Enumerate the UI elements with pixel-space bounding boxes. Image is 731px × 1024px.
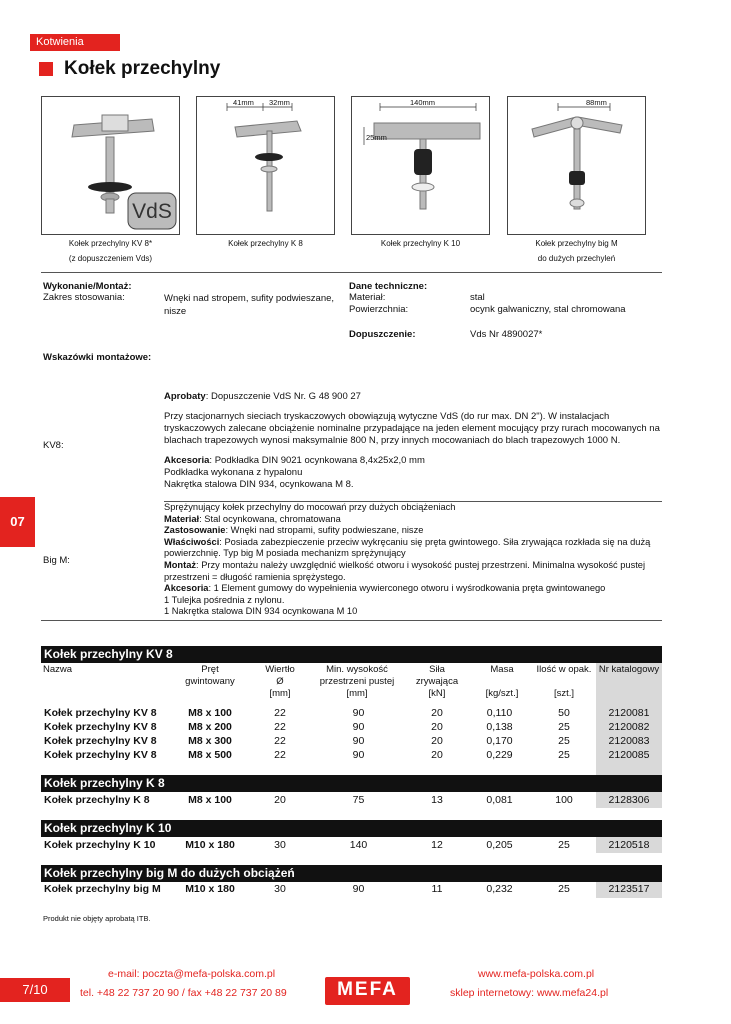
product-image-k8 (196, 96, 335, 235)
zakres-value: Wnęki nad stropem, sufity podwieszane, nisze (164, 293, 335, 317)
section-band-k10: Kołek przechylny K 10 (41, 820, 662, 837)
table-kv8 (41, 706, 662, 762)
k10-dim-2: 25mm (366, 133, 387, 142)
material-label: Materiał: (349, 292, 386, 303)
table-row: Kołek przechylny KV 8 M8 x 500 22 90 20 0,229 25 2120085 (44, 749, 650, 761)
bigm-illustration (508, 97, 645, 234)
dane-label: Dane techniczne: (349, 281, 428, 292)
k10-illustration (352, 97, 489, 234)
footnote: Produkt nie objęty aprobatą ITB. (43, 914, 151, 923)
kv8-text: Aprobaty: Dopuszczenie VdS Nr. G 48 900 27 Przy stacjonarnych sieciach tryskaczowych obowiązują wytyczne VdS (do rur max. DN 2"). W instalacjach tryskaczowych zalecane obciążenie nominalne przypadające na jeden element mocujący przy rurach mocowanych na blachach trapezowych wynosi maksymalnie 800 N, przy innych mocowaniach do blach trapezowych 1000 N. Akcesoria: Podkładka DIN 9021 ocynkowana 8,4x25x2,0 mm Podkładka wykonana z hypalonu Nakrętka stalowa DIN 934, ocynkowana M 8. (164, 391, 660, 490)
col-header-ilosc: Ilość w opak. [szt.] (536, 664, 592, 699)
powierzchnia-label: Powierzchnia: (349, 304, 409, 315)
table-k10 (41, 838, 662, 852)
col-header-nazwa: Nazwa (43, 664, 73, 675)
col-header-pret: Pręt gwintowany (185, 664, 235, 687)
material-value: stal (470, 292, 485, 303)
col-header-nr: Nr katalogowy (598, 664, 660, 675)
bigm-label: Big M: (43, 555, 70, 566)
category-tab: Kotwienia (30, 34, 120, 51)
footer-phone: tel. +48 22 737 20 90 / fax +48 22 737 20 89 (80, 987, 287, 999)
k10-dim-1: 140mm (410, 98, 436, 107)
col-header-sila: Siła zrywająca [kN] (415, 664, 459, 699)
table-row: Kołek przechylny KV 8 M8 x 200 22 90 20 0,138 25 2120082 (44, 721, 650, 733)
bigm-text: Sprężynujący kołek przechylny do mocowań przy dużych obciążeniach Materiał: Stal ocynkowana, chromatowana Zastosowanie: Wnęki nad stropami, sufity podwieszane, nisze Właściwości: Posiada zabezpieczenie przeciw wykręcaniu się pręta gwintowego. Siła zrywająca rozkłada się na dużą powierzchnię. Typ big M posiada mechanizm sprężynujący Montaż: Przy montażu należy uwzględnić wielkość otworu i wysokość pustej przestrzeni. Minimalna wysokość pustej przestrzeni = długość ramienia sprężystego. Akcesoria: 1 Element gumowy do wypełnienia wywierconego otworu i wyśrodkowania pręta gwintowanego 1 Tulejka pośrednia z nylonu. 1 Nakrętka stalowa DIN 934 ocynkowana M 10 (164, 502, 651, 617)
caption-kv8: Kołek przechylny KV 8* (z dopuszczeniem Vds) (68, 239, 153, 263)
page-number: 7/10 (0, 978, 70, 1002)
caption-k10: Kołek przechylny K 10 (380, 239, 461, 248)
k8-dim-2: 32mm (269, 98, 290, 107)
product-image-bigm (507, 96, 646, 235)
footer-shop[interactable]: sklep internetowy: www.mefa24.pl (450, 987, 609, 999)
dopuszczenie-label: Dopuszczenie: (349, 329, 416, 340)
bigm-dim-1: 88mm (586, 98, 607, 107)
col-header-masa: Masa [kg/szt.] (485, 664, 519, 699)
divider (41, 620, 662, 621)
section-band-k8: Kołek przechylny K 8 (41, 775, 662, 792)
vds-badge: VdS (132, 200, 172, 223)
footer-email[interactable]: e-mail: poczta@mefa-polska.com.pl (108, 968, 276, 980)
caption-k8: Kołek przechylny K 8 (228, 239, 303, 248)
table-row: Kołek przechylny K 8 M8 x 100 20 75 13 0,081 100 2128306 (44, 794, 650, 806)
chapter-tab: 07 (0, 497, 35, 547)
product-image-kv8 (41, 96, 180, 235)
wykonanie-label: Wykonanie/Montaż: (43, 281, 132, 292)
table-row: Kołek przechylny K 10 M10 x 180 30 140 12 0,205 25 2120518 (44, 839, 650, 851)
table-row: Kołek przechylny KV 8 M8 x 300 22 90 20 0,170 25 2120083 (44, 735, 650, 747)
section-band-bigm: Kołek przechylny big M do dużych obciążeń (41, 865, 662, 882)
caption-bigm: Kołek przechylny big M do dużych przechyleń (535, 239, 618, 263)
product-image-k10 (351, 96, 490, 235)
title-marker (39, 62, 53, 76)
k8-illustration (197, 97, 334, 234)
col-header-wysokosc: Min. wysokość przestrzeni pustej [mm] (319, 664, 395, 699)
page-title: Kołek przechylny (64, 58, 221, 79)
powierzchnia-value: ocynk galwaniczny, stal chromowana (470, 304, 626, 315)
k8-dim-1: 41mm (233, 98, 254, 107)
section-band-kv8: Kołek przechylny KV 8 (41, 646, 662, 663)
table-row: Kołek przechylny big M M10 x 180 30 90 11 0,232 25 2123517 (44, 883, 650, 895)
kv8-label: KV8: (43, 440, 64, 451)
mefa-logo: MEFA (325, 977, 410, 1005)
table-bigm (41, 882, 662, 896)
divider (41, 272, 662, 273)
zakres-label: Zakres stosowania: (43, 292, 125, 303)
wskazowki-label: Wskazówki montażowe: (43, 352, 152, 363)
table-k8 (41, 793, 662, 807)
dopuszczenie-value: Vds Nr 4890027* (470, 329, 543, 340)
footer-www[interactable]: www.mefa-polska.com.pl (478, 968, 595, 980)
table-row: Kołek przechylny KV 8 M8 x 100 22 90 20 0,110 50 2120081 (44, 707, 650, 719)
col-header-wiertlo: Wiertło Ø [mm] (265, 664, 295, 699)
